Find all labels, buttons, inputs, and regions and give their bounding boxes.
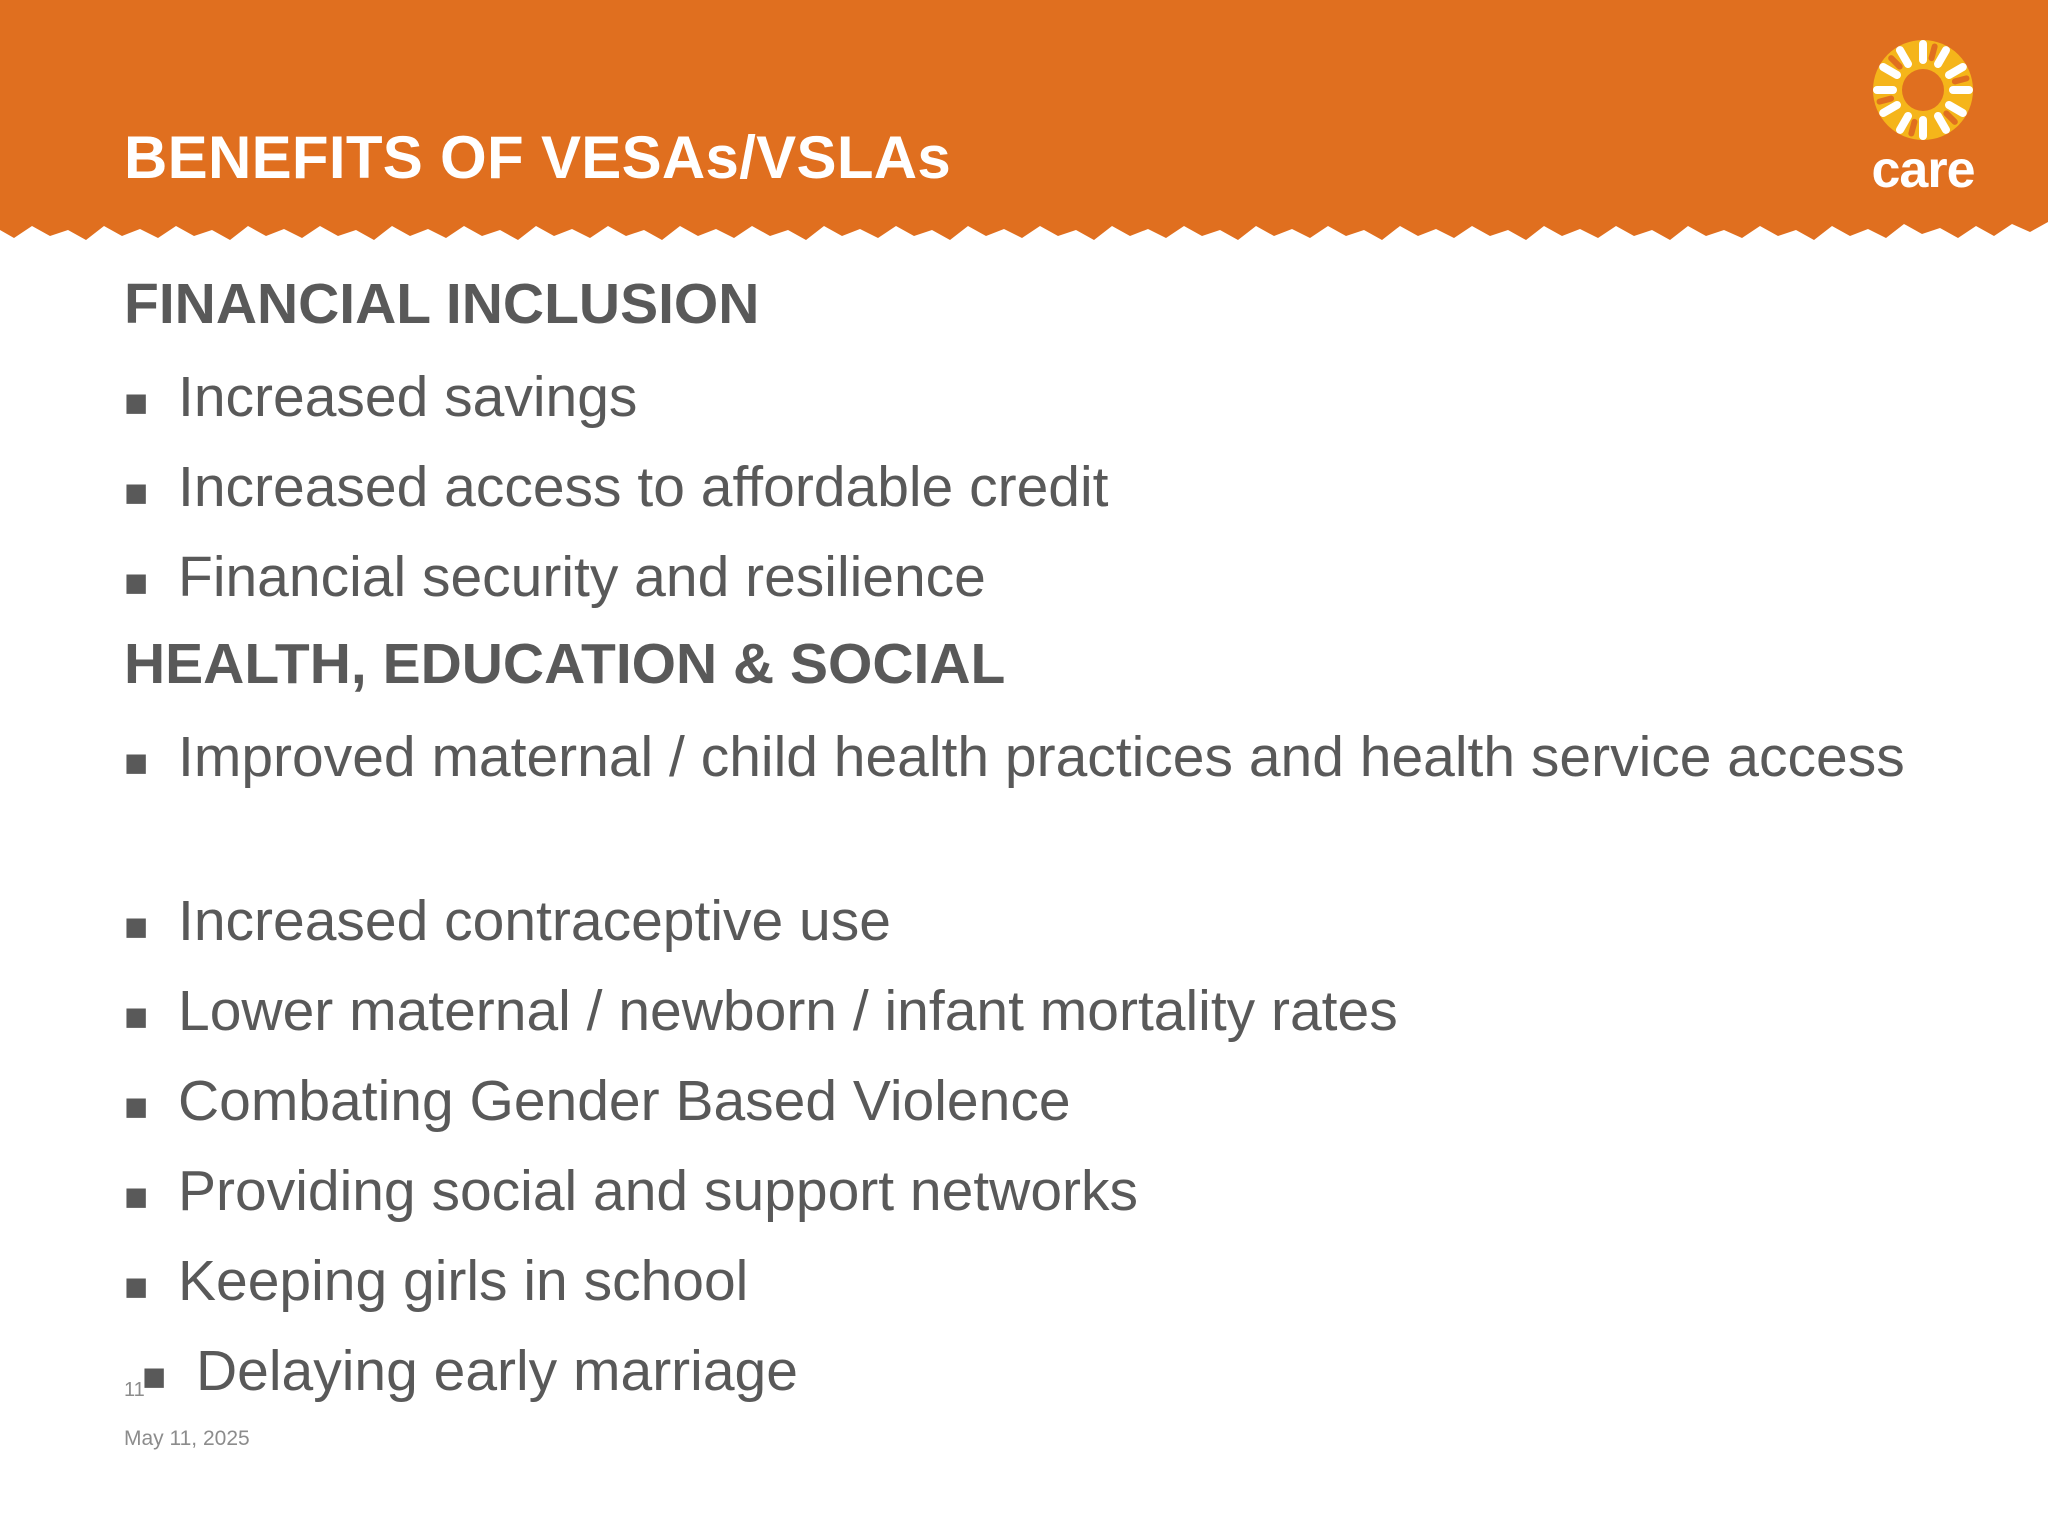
bullet-item (124, 1244, 1924, 1334)
square-bullet-icon: ■ (124, 381, 149, 425)
square-bullet-icon: ■ (124, 905, 149, 949)
section-heading-health-education-social: HEALTH, EDUCATION & SOCIAL (124, 632, 1006, 696)
bullet-text: Providing social and support networks (178, 1159, 1139, 1223)
square-bullet-icon: ■ (124, 1085, 149, 1129)
bullet-item (124, 450, 1924, 540)
square-bullet-icon: ■ (124, 1265, 149, 1309)
bullet-item (124, 1064, 1924, 1154)
care-logo (1852, 34, 1994, 198)
bullet-item (124, 360, 1924, 450)
hands-circle-icon (1852, 34, 1994, 144)
bullet-text: Financial security and resilience (178, 545, 986, 609)
square-bullet-icon: ■ (124, 471, 149, 515)
bullet-item (124, 884, 1924, 974)
bullet-text: Lower maternal / newborn / infant mortality rates (178, 979, 1398, 1043)
page-title: BENEFITS OF VESAs/VSLAs (124, 124, 952, 191)
square-bullet-icon: ■ (124, 995, 149, 1039)
bullet-text: Increased contraceptive use (178, 889, 891, 953)
bullet-item (124, 1154, 1924, 1244)
bullet-item (124, 974, 1924, 1064)
bullet-item (124, 1334, 1924, 1424)
slide-body (124, 270, 1924, 1424)
square-bullet-icon: ■ (124, 1175, 149, 1219)
bullet-text: Increased access to affordable credit (178, 455, 1109, 519)
square-bullet-icon: ■ (124, 561, 149, 605)
section-heading-financial-inclusion: FINANCIAL INCLUSION (124, 272, 760, 336)
bullet-text: Improved maternal / child health practices and health service access (178, 725, 1905, 789)
bullet-text: Increased savings (178, 365, 638, 429)
bullet-item (124, 720, 1924, 884)
slide-number: 11 (124, 1379, 145, 1401)
care-wordmark: care (1871, 141, 1975, 199)
square-bullet-icon: ■ (124, 741, 149, 785)
slide-date: May 11, 2025 (124, 1427, 250, 1450)
bullet-text: Combating Gender Based Violence (178, 1069, 1071, 1133)
bullet-item (124, 540, 1924, 630)
bullet-text: Keeping girls in school (178, 1249, 749, 1313)
square-bullet-icon: ■ (142, 1355, 167, 1399)
bullet-text: Delaying early marriage (196, 1339, 798, 1403)
